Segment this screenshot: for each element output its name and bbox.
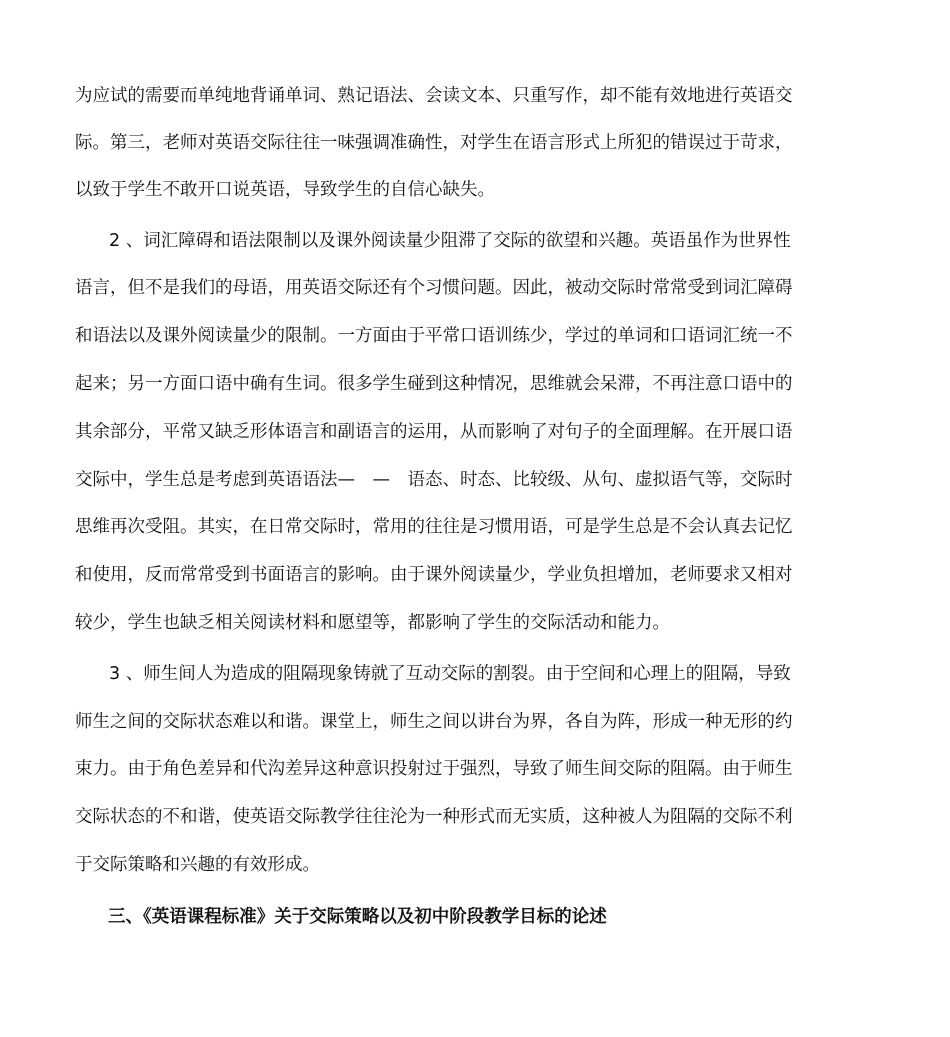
text-line: 束力。由于角色差异和代沟差异这种意识投射过于强烈，导致了师生间交际的阻隔。由于师生 bbox=[75, 759, 793, 779]
text-line: 2 、词汇障碍和语法限制以及课外阅读量少阻滞了交际的欲望和兴趣。英语虽作为世界性 bbox=[109, 231, 791, 251]
text-line: 交际中，学生总是考虑到英语语法— — 语态、时态、比较级、从句、虚拟语气等，交际时 bbox=[75, 470, 793, 490]
text-line: 交际状态的不和谐，使英语交际教学往往沦为一种形式而无实质，这种被人为阻隔的交际不利 bbox=[75, 807, 793, 827]
text-line: 3 、师生间人为造成的阻隔现象铸就了互动交际的割裂。由于空间和心理上的阻隔，导致 bbox=[109, 664, 791, 684]
text-line: 师生之间的交际状态难以和谐。课堂上，师生之间以讲台为界，各自为阵，形成一种无形的约 bbox=[75, 712, 793, 732]
text-line: 为应试的需要而单纯地背诵单词、熟记语法、会读文本、只重写作，却不能有效地进行英语交 bbox=[75, 86, 793, 106]
text-line: 其余部分，平常又缺乏形体语言和副语言的运用，从而影响了对句子的全面理解。在开展口语 bbox=[75, 422, 793, 442]
text-line: 和语法以及课外阅读量少的限制。一方面由于平常口语训练少，学过的单词和口语词汇统一不 bbox=[75, 326, 793, 346]
text-line: 语言，但不是我们的母语，用英语交际还有个习惯问题。因此，被动交际时常常受到词汇障碍 bbox=[75, 278, 793, 298]
text-line: 思维再次受阻。其实，在日常交际时，常用的往往是习惯用语，可是学生总是不会认真去记忆 bbox=[75, 517, 793, 537]
text-line: 和使用，反而常常受到书面语言的影响。由于课外阅读量少，学业负担增加，老师要求又相对 bbox=[75, 565, 793, 585]
text-line: 起来；另一方面口语中确有生词。很多学生碰到这种情况，思维就会呆滞，不再注意口语中的 bbox=[75, 374, 793, 394]
text-line: 际。第三，老师对英语交际往往一味强调准确性，对学生在语言形式上所犯的错误过于苛求， bbox=[75, 133, 793, 153]
section-heading: 三、《英语课程标准》关于交际策略以及初中阶段教学目标的论述 bbox=[108, 907, 607, 927]
text-line: 较少，学生也缺乏相关阅读材料和愿望等，都影响了学生的交际活动和能力。 bbox=[75, 613, 670, 633]
text-line: 以致于学生不敢开口说英语，导致学生的自信心缺失。 bbox=[75, 180, 495, 200]
text-line: 于交际策略和兴趣的有效形成。 bbox=[75, 855, 320, 875]
